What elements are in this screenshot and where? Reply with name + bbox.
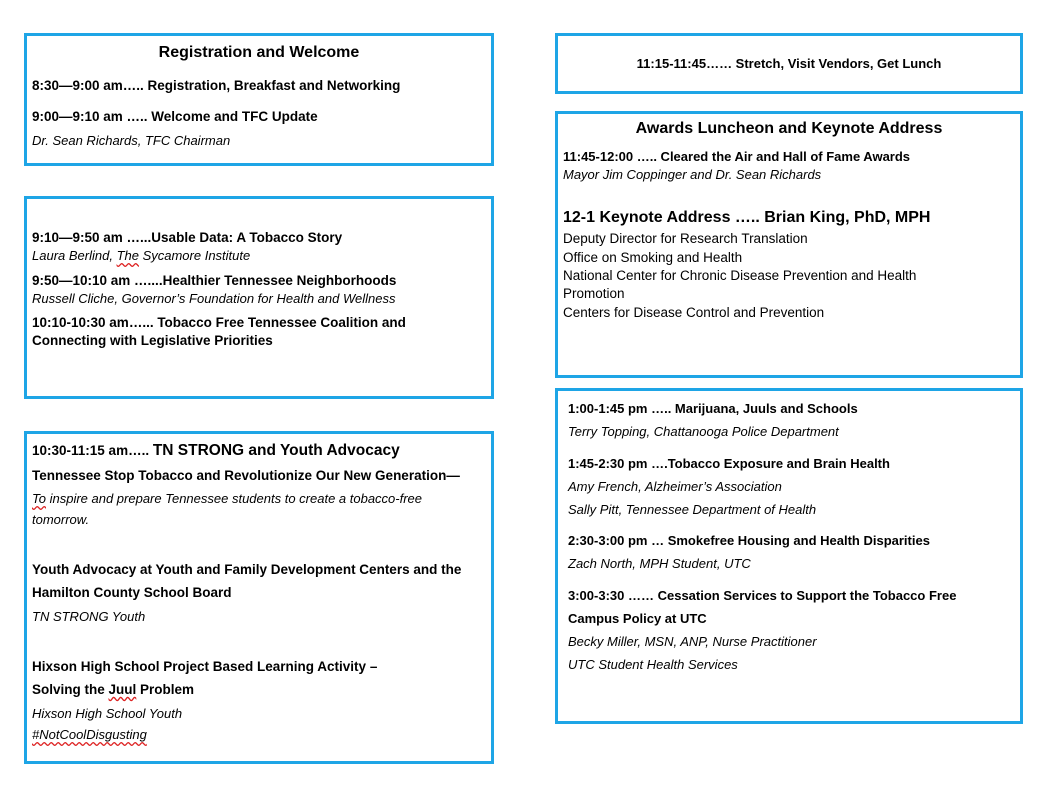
morning-sessions-box: [24, 196, 494, 399]
schedule-item: 9:10—9:50 am …...Usable Data: A Tobacco Story: [32, 230, 343, 245]
schedule-item: 10:30-11:15 am….. TN STRONG and Youth Advocacy: [32, 442, 400, 459]
schedule-item: 11:45-12:00 ….. Cleared the Air and Hall of Fame Awards: [563, 149, 911, 164]
speaker: Mayor Jim Coppinger and Dr. Sean Richards: [563, 167, 822, 182]
speaker: Russell Cliche, Governor’s Foundation for Health and Wellness: [32, 291, 396, 306]
schedule-item: 9:50—10:10 am …....Healthier Tennessee Neighborhoods: [32, 273, 397, 288]
schedule-item: 11:15-11:45…… Stretch, Visit Vendors, Get Lunch: [636, 56, 942, 71]
afternoon-sessions-box: [555, 388, 1023, 724]
speaker-title: Deputy Director for Research Translation: [563, 231, 808, 246]
schedule-item: Hixson High School Project Based Learning Activity –: [32, 659, 378, 674]
speaker: Sally Pitt, Tennessee Department of Health: [568, 502, 817, 517]
speaker-title: Promotion: [563, 286, 625, 301]
speaker: Becky Miller, MSN, ANP, Nurse Practitioner: [568, 634, 817, 649]
program-description: To inspire and prepare Tennessee students to create a tobacco-free: [32, 491, 423, 506]
speaker-title: Office on Smoking and Health: [563, 250, 743, 265]
schedule-item: 9:00—9:10 am ….. Welcome and TFC Update: [32, 109, 318, 124]
schedule-item: 3:00-3:30 …… Cessation Services to Support the Tobacco Free: [568, 588, 957, 603]
speaker: Hixson High School Youth: [32, 706, 183, 721]
lunch-break-box: [555, 33, 1023, 94]
program-subtitle: Tennessee Stop Tobacco and Revolutionize Our New Generation—: [32, 468, 460, 483]
box-title: Registration and Welcome: [158, 44, 360, 61]
schedule-item: Youth Advocacy at Youth and Family Development Centers and the: [32, 562, 462, 577]
speaker: Laura Berlind, The Sycamore Institute: [32, 248, 251, 263]
speaker: Amy French, Alzheimer’s Association: [568, 479, 782, 494]
schedule-item: 8:30—9:00 am….. Registration, Breakfast and Networking: [32, 78, 401, 93]
registration-welcome-box: [24, 33, 494, 166]
schedule-item-cont: Campus Policy at UTC: [568, 611, 707, 626]
schedule-item: 2:30-3:00 pm … Smokefree Housing and Health Disparities: [568, 533, 930, 548]
speaker: Dr. Sean Richards, TFC Chairman: [32, 133, 231, 148]
awards-keynote-box: [555, 111, 1023, 378]
schedule-item: 10:10-10:30 am…... Tobacco Free Tennessee Coalition and: [32, 315, 406, 330]
keynote-heading: 12-1 Keynote Address ….. Brian King, PhD, MPH: [563, 209, 931, 226]
speaker: TN STRONG Youth: [32, 609, 146, 624]
program-description-cont: tomorrow.: [32, 512, 90, 527]
schedule-item-cont: Solving the Juul Problem: [32, 682, 195, 697]
schedule-item-cont: Hamilton County School Board: [32, 585, 232, 600]
hashtag: #NotCoolDisgusting: [32, 727, 147, 742]
speaker-title: Centers for Disease Control and Prevention: [563, 305, 825, 320]
speaker-title: National Center for Chronic Disease Prevention and Health: [563, 268, 917, 283]
speaker: UTC Student Health Services: [568, 657, 738, 672]
schedule-item: 1:45-2:30 pm ….Tobacco Exposure and Brain Health: [568, 456, 890, 471]
speaker: Terry Topping, Chattanooga Police Department: [568, 424, 839, 439]
speaker: Zach North, MPH Student, UTC: [568, 556, 751, 571]
schedule-item: 1:00-1:45 pm ….. Marijuana, Juuls and Schools: [568, 401, 858, 416]
box-title: Awards Luncheon and Keynote Address: [635, 120, 943, 137]
youth-advocacy-box: [24, 431, 494, 764]
schedule-item-cont: Connecting with Legislative Priorities: [32, 333, 273, 348]
